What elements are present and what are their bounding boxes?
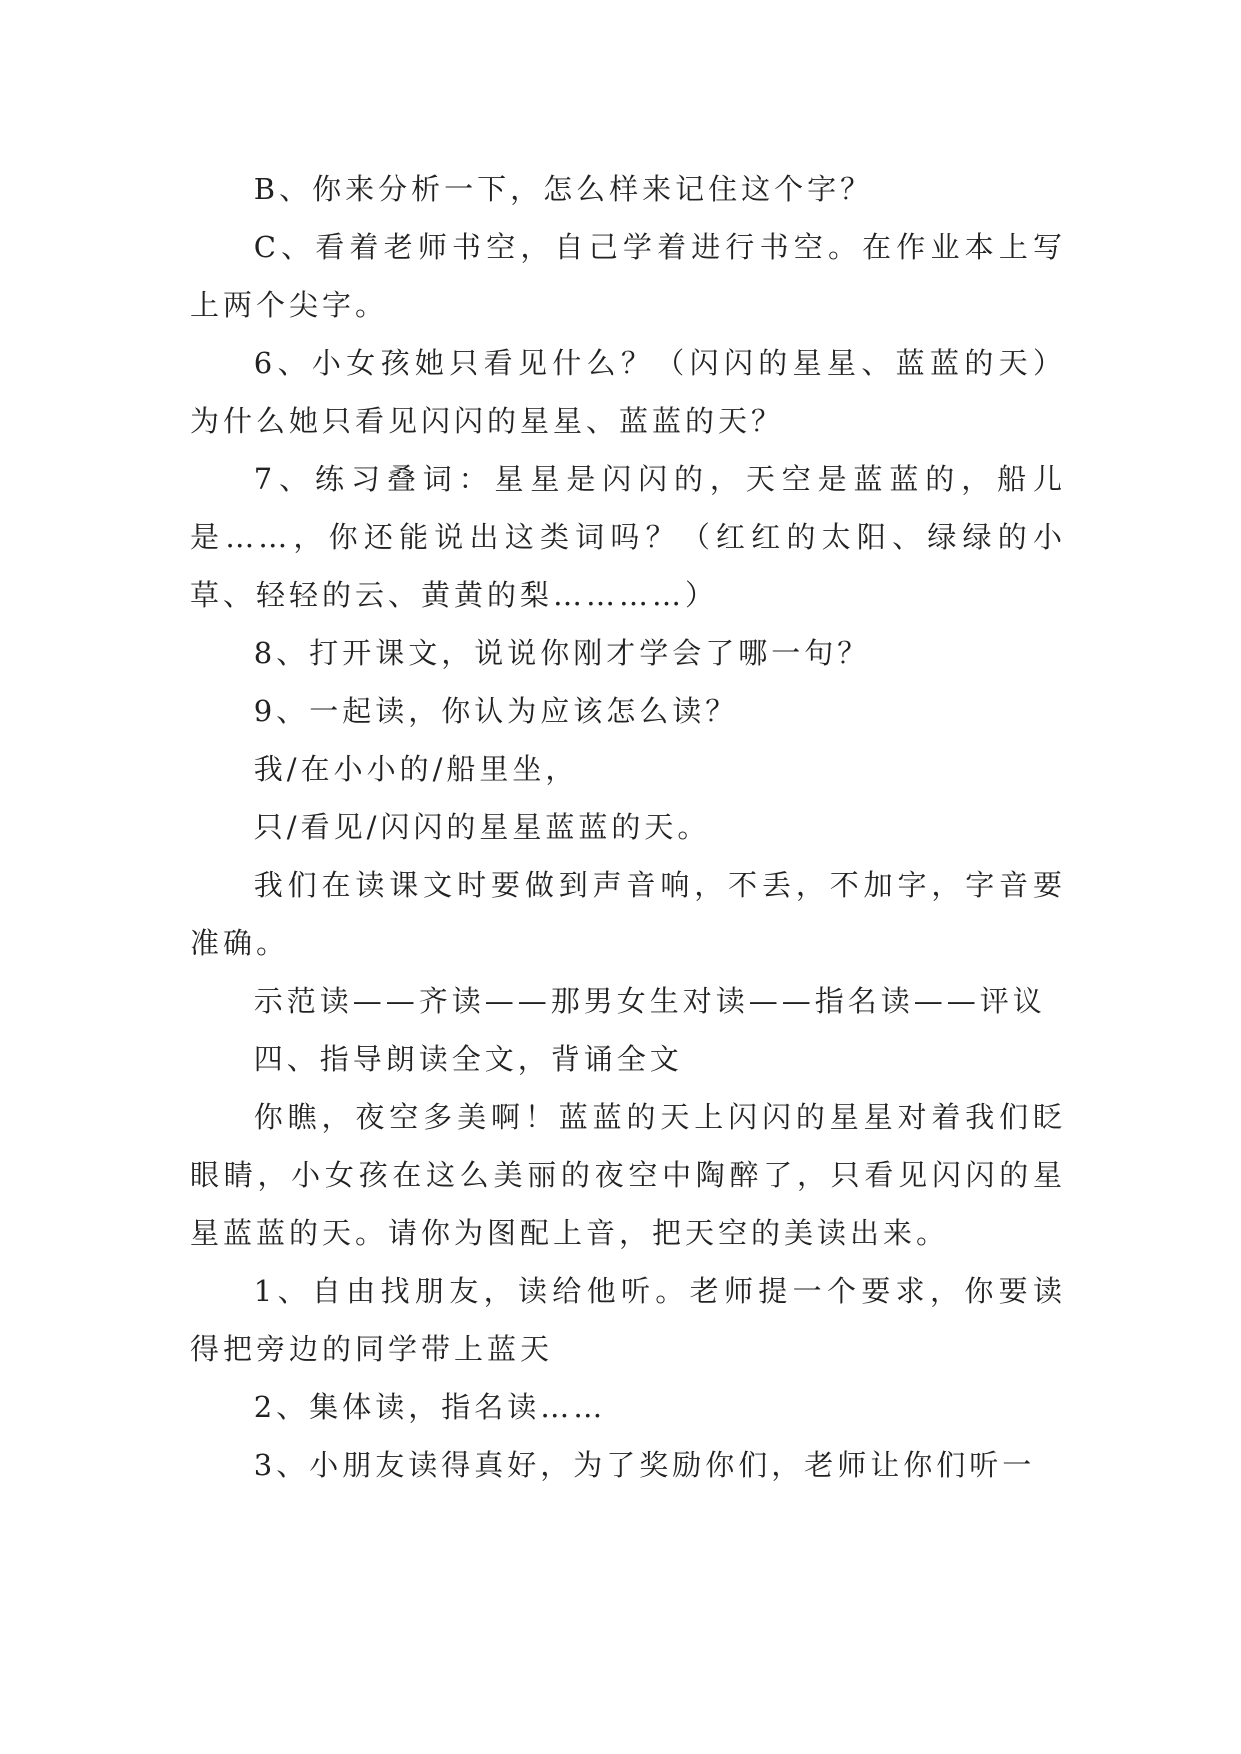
paragraph-reading-sequence: 示范读——齐读——那男女生对读——指名读——评议 xyxy=(253,984,1046,1018)
poem-line-1: 我/在小小的/船里坐， xyxy=(253,752,579,786)
paragraph-reading-requirement: 我们在读课文时要做到声音响，不丢，不加字，字音要准确。 xyxy=(190,868,1066,960)
paragraph-c-step: C、看着老师书空，自己学着进行书空。在作业本上写上两个尖字。 xyxy=(190,230,1066,322)
section-heading-four: 四、指导朗读全文，背诵全文 xyxy=(253,1042,683,1076)
paragraph-item-1: 1、自由找朋友，读给他听。老师提一个要求，你要读得把旁边的同学带上蓝天 xyxy=(190,1274,1066,1366)
poem-line-2: 只/看见/闪闪的星星蓝蓝的天。 xyxy=(253,810,711,844)
paragraph-night-sky: 你瞧，夜空多美啊！蓝蓝的天上闪闪的星星对着我们眨眼睛，小女孩在这么美丽的夜空中陶醉了，只看见闪闪的星星蓝蓝的天。请你为图配上音，把天空的美读出来。 xyxy=(190,1100,1066,1250)
paragraph-step-9: 9、一起读，你认为应该怎么读？ xyxy=(253,694,739,728)
paragraph-b-step: B、你来分析一下，怎么样来记住这个字？ xyxy=(253,172,874,206)
paragraph-step-6: 6、小女孩她只看见什么？（闪闪的星星、蓝蓝的天）为什么她只看见闪闪的星星、蓝蓝的天？ xyxy=(190,346,1066,438)
paragraph-item-3: 3、小朋友读得真好，为了奖励你们，老师让你们听一 xyxy=(253,1448,1036,1482)
paragraph-step-8: 8、打开课文，说说你刚才学会了哪一句？ xyxy=(253,636,871,670)
document-body xyxy=(190,160,1066,1494)
paragraph-step-7: 7、练习叠词：星星是闪闪的，天空是蓝蓝的，船儿是……，你还能说出这类词吗？（红红的太阳、绿绿的小草、轻轻的云、黄黄的梨…………） xyxy=(190,462,1066,612)
paragraph-item-2: 2、集体读，指名读…… xyxy=(253,1390,607,1424)
